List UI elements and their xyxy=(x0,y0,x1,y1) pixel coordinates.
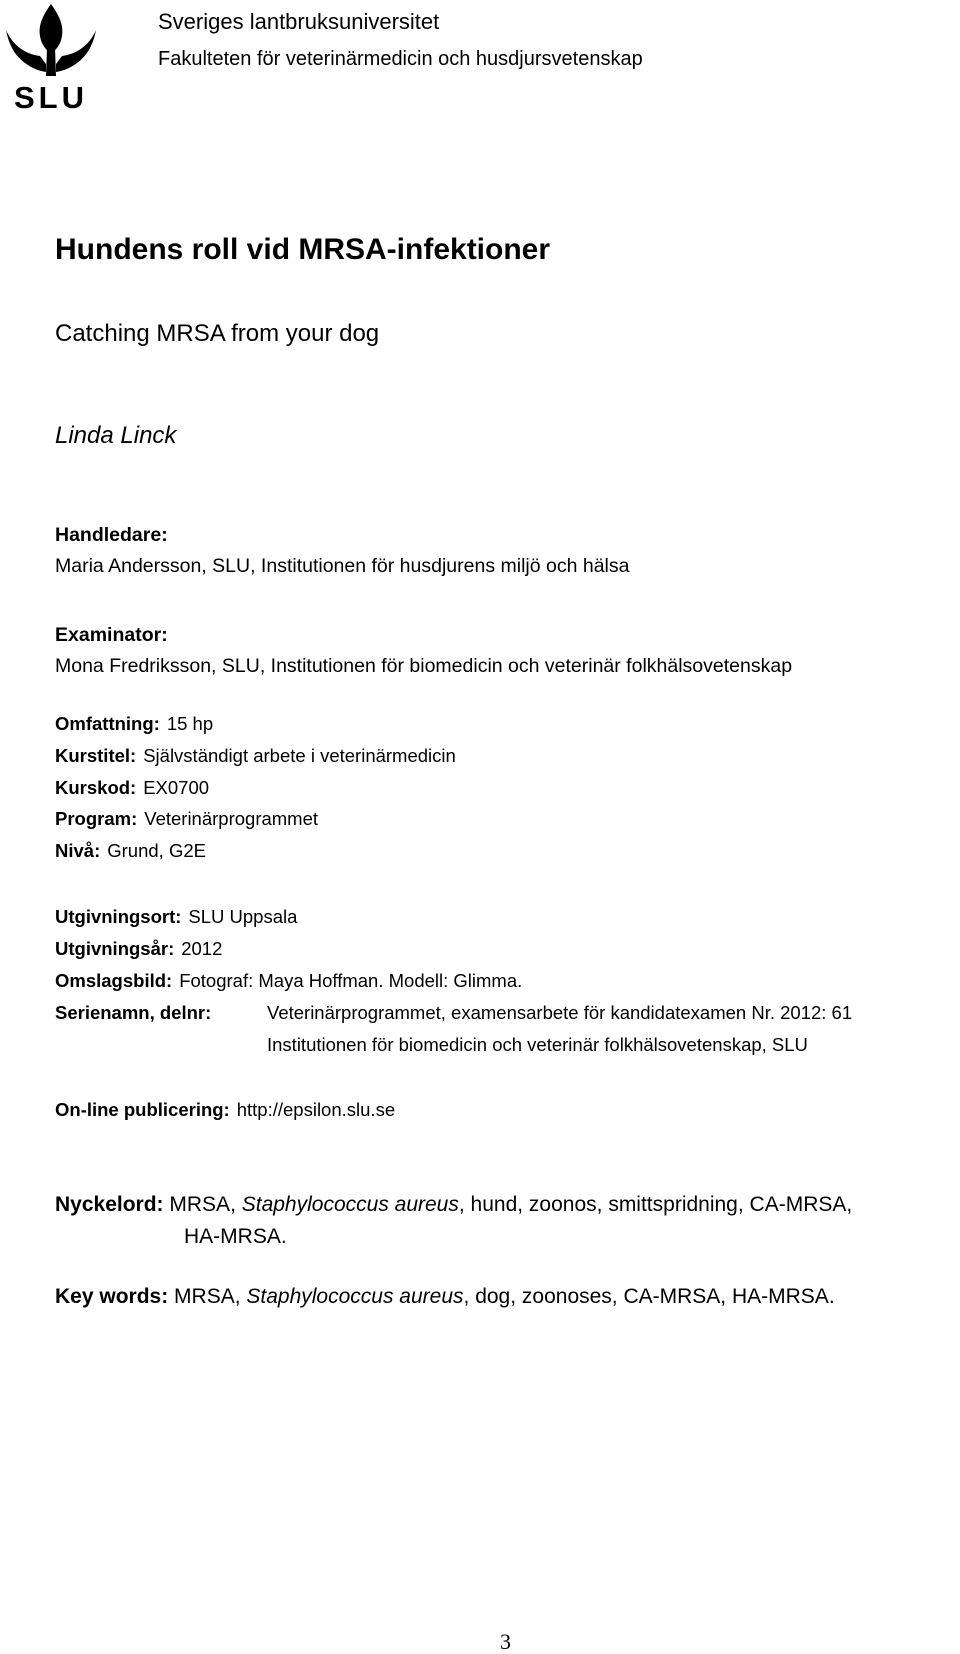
keywords-sv xyxy=(55,1189,852,1221)
keywords-sv-label: Nyckelord: xyxy=(55,1193,164,1216)
online-row xyxy=(55,1099,395,1121)
serie-line-2: Institutionen för biomedicin och veterinär folkhälsovetenskap, SLU xyxy=(267,1034,808,1055)
utgivningsort-value: SLU Uppsala xyxy=(188,906,298,927)
niva-row xyxy=(55,840,206,862)
kurstitel-row xyxy=(55,745,456,767)
kurskod-label: Kurskod: xyxy=(55,777,137,798)
online-label: On-line publicering: xyxy=(55,1099,230,1120)
utgivningsort-row xyxy=(55,906,297,928)
logo-text: SLU xyxy=(14,80,88,110)
keywords-sv-line-2: HA-MRSA. xyxy=(184,1225,287,1248)
slu-logo xyxy=(6,4,96,110)
utgivningsar-label: Utgivningsår: xyxy=(55,938,175,959)
omfattning-value: 15 hp xyxy=(166,713,214,734)
keywords-en-pre: MRSA, xyxy=(174,1285,247,1308)
serie-line-1: Veterinärprogrammet, examensarbete för kandidatexamen Nr. 2012: 61 xyxy=(267,1002,853,1023)
niva-label: Nivå: xyxy=(55,840,101,861)
utgivningsar-value: 2012 xyxy=(181,938,223,959)
program-row xyxy=(55,808,318,830)
keywords-en-label: Key words: xyxy=(55,1285,169,1308)
examiner-label: Examinator: xyxy=(55,624,168,646)
online-link[interactable]: http://epsilon.slu.se xyxy=(236,1099,396,1120)
omfattning-row xyxy=(55,713,213,735)
kurskod-value: EX0700 xyxy=(143,777,210,798)
university-name: Sveriges lantbruksuniversitet xyxy=(158,9,440,34)
kurstitel-value: Självständigt arbete i veterinärmedicin xyxy=(143,745,456,766)
author: Linda Linck xyxy=(55,422,177,449)
utgivningsort-label: Utgivningsort: xyxy=(55,906,182,927)
omslagsbild-row xyxy=(55,970,522,992)
omslagsbild-label: Omslagsbild: xyxy=(55,970,173,991)
keywords-en-italic: Staphylococcus aureus xyxy=(246,1285,464,1308)
page-title: Hundens roll vid MRSA-infektioner xyxy=(55,233,551,266)
omfattning-label: Omfattning: xyxy=(55,713,160,734)
supervisor-label: Handledare: xyxy=(55,524,168,546)
program-label: Program: xyxy=(55,808,138,829)
faculty-name: Fakulteten för veterinärmedicin och husdjursvetenskap xyxy=(158,48,643,70)
niva-value: Grund, G2E xyxy=(107,840,206,861)
omslagsbild-value: Fotograf: Maya Hoffman. Modell: Glimma. xyxy=(179,970,523,991)
utgivningsar-row xyxy=(55,938,222,960)
supervisor-value: Maria Andersson, SLU, Institutionen för husdjurens miljö och hälsa xyxy=(55,555,630,577)
kurstitel-label: Kurstitel: xyxy=(55,745,137,766)
keywords-sv-italic: Staphylococcus aureus xyxy=(241,1193,459,1216)
keywords-en xyxy=(55,1281,835,1313)
program-value: Veterinärprogrammet xyxy=(144,808,319,829)
page-number: 3 xyxy=(500,1629,511,1654)
kurskod-row xyxy=(55,777,209,799)
keywords-sv-pre: MRSA, xyxy=(169,1193,242,1216)
keywords-en-post: , dog, zoonoses, CA-MRSA, HA-MRSA. xyxy=(463,1285,835,1308)
subtitle: Catching MRSA from your dog xyxy=(55,320,380,347)
examiner-value: Mona Fredriksson, SLU, Institutionen för biomedicin och veterinär folkhälsovetenskap xyxy=(55,655,793,677)
serie-label: Serienamn, delnr: xyxy=(55,1002,212,1023)
keywords-sv-post: , hund, zoonos, smittspridning, CA-MRSA, xyxy=(458,1193,853,1216)
